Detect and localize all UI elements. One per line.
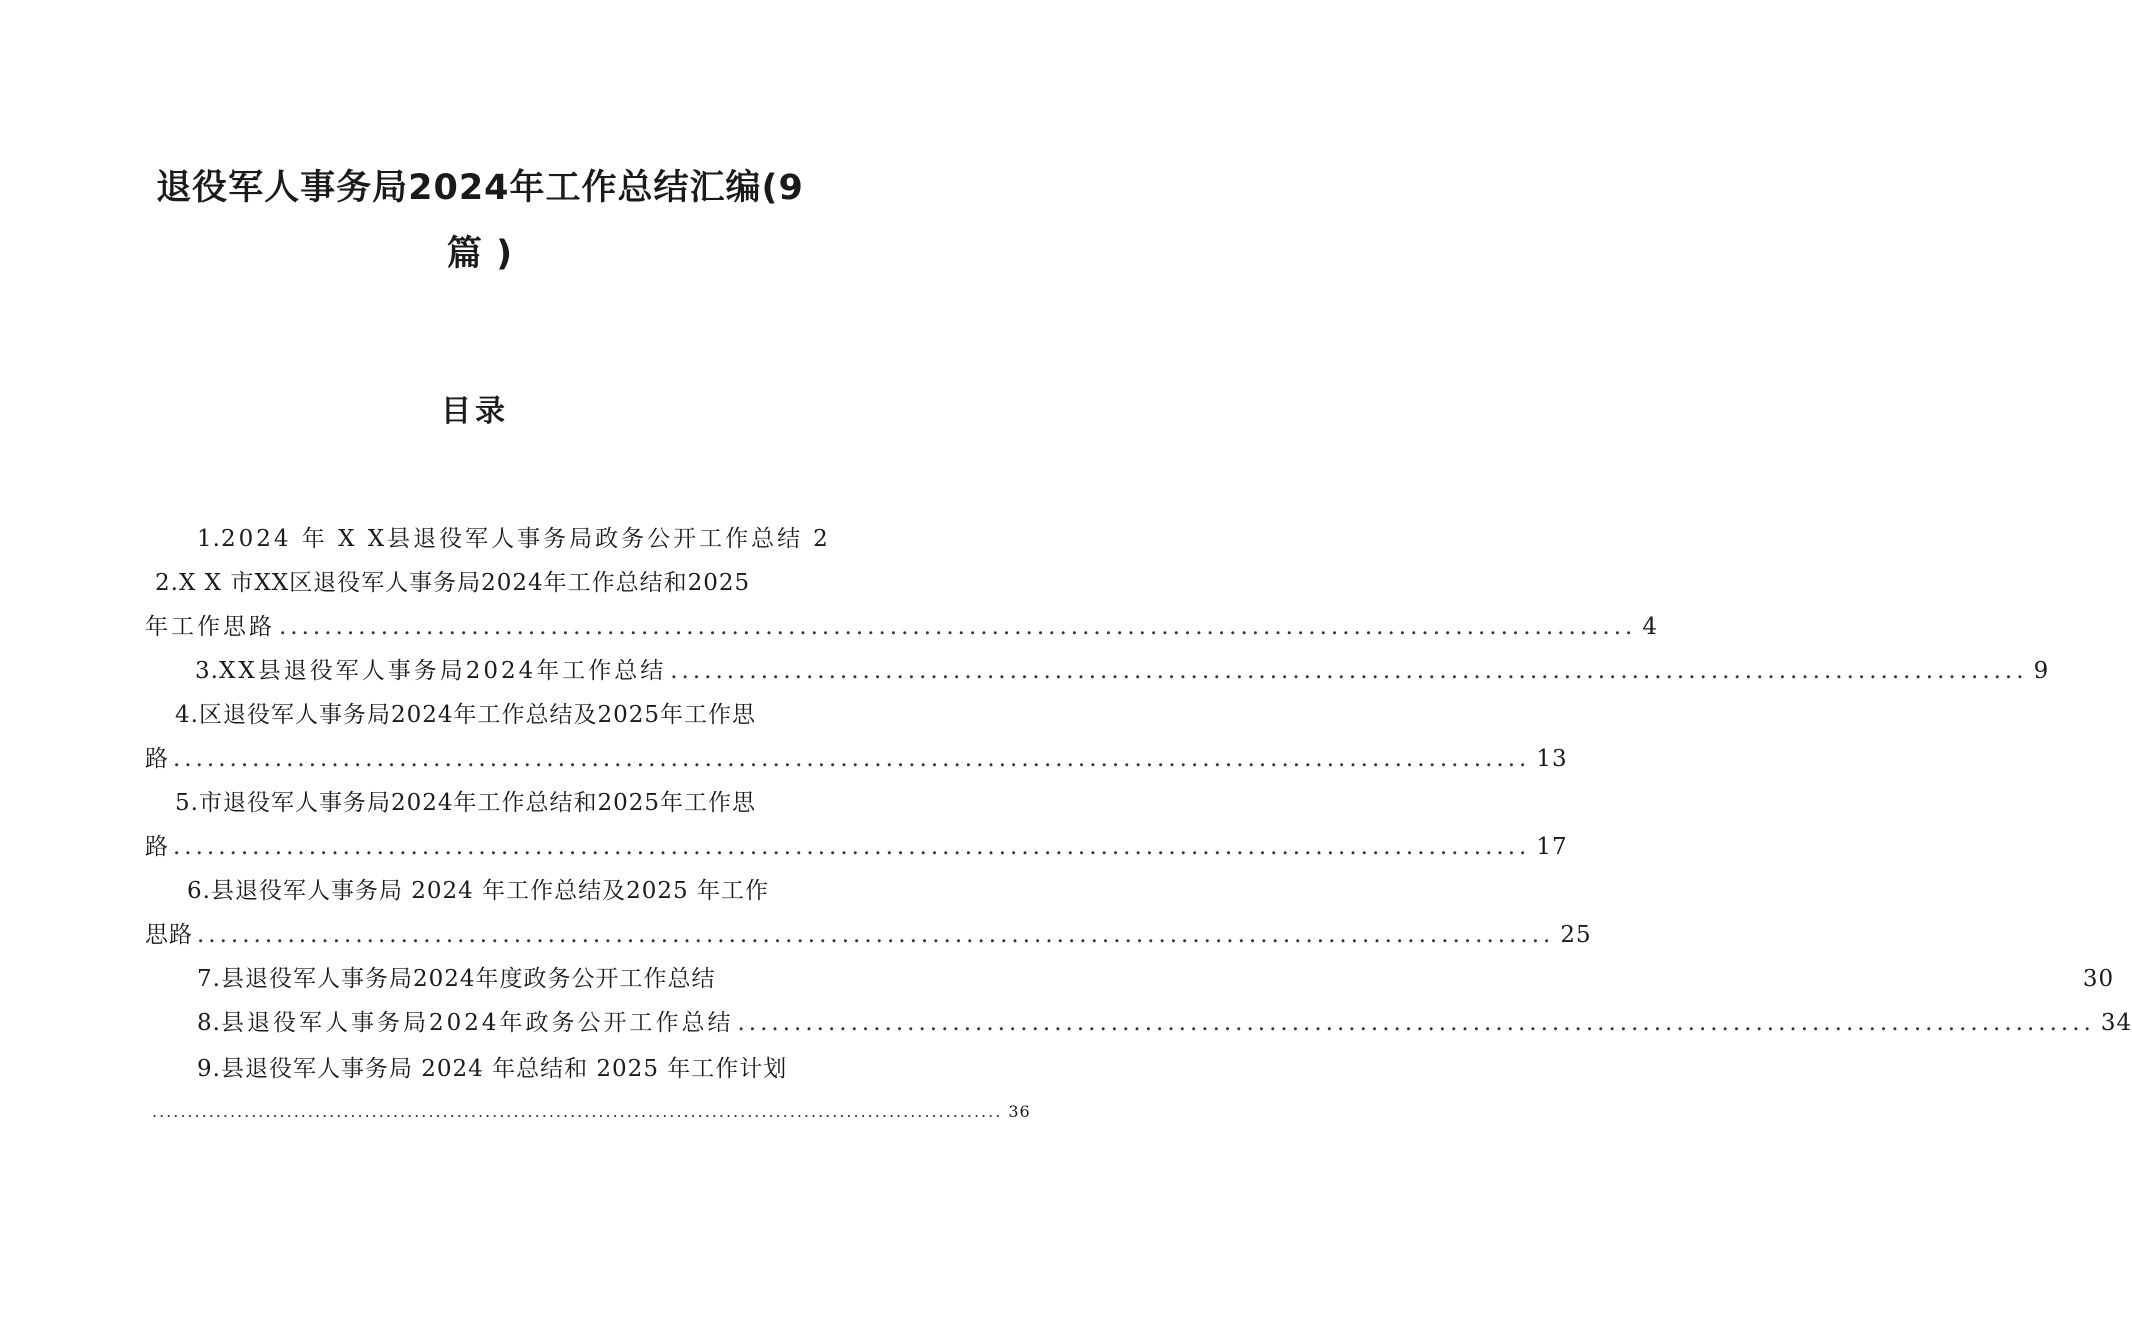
toc-entry-6[interactable] [145, 872, 807, 912]
toc-entry-page: 34 [2100, 1010, 2132, 1036]
toc-entry-page: 17 [1536, 834, 1568, 860]
toc-entry-2-continuation[interactable] [145, 608, 1658, 648]
toc-entry-title: XX县退役军人事务局2024年工作总结 [218, 658, 667, 684]
document-title-line-1: 退役军人事务局2024年工作总结汇编(9 [156, 168, 804, 208]
toc-entry-title: 县退役军人事务局 2024 年工作总结及2025 年工作 [210, 878, 769, 904]
toc-entry-1[interactable] [145, 520, 829, 560]
toc-leader-dots: ........................................................................................................................ [173, 746, 1531, 772]
toc-leader-dots: ........................................................................................................................ [152, 1102, 1003, 1121]
toc-entry-number: 2. [155, 570, 179, 596]
toc-entry-title: 县退役军人事务局2024年政务公开工作总结 [220, 1010, 734, 1036]
toc-leader-dots: ........................................................................................................................ [197, 922, 1555, 948]
toc-entry-5[interactable] [145, 784, 807, 824]
toc-entry-2[interactable] [145, 564, 807, 604]
toc-leader-dots: ........................................................................................................................ [670, 658, 2028, 684]
toc-entry-number: 8. [197, 1010, 221, 1036]
toc-entry-page: 13 [1536, 746, 1568, 772]
toc-entry-page: 25 [1560, 922, 1592, 948]
toc-entry-title: 区退役军人事务局2024年工作总结及2025年工作思 [198, 702, 757, 728]
toc-entry-title: 2024 年 X X县退役军人事务局政务公开工作总结 [220, 526, 804, 552]
toc-entry-page: 4 [1642, 614, 1658, 640]
toc-entry-title: X X 市XX区退役军人事务局2024年工作总结和2025 [178, 570, 751, 596]
toc-entry-title-continuation: 年工作思路 [145, 614, 275, 640]
toc-entry-page: 36 [1008, 1102, 1031, 1121]
toc-entry-7[interactable] [145, 960, 2115, 1000]
toc-entry-9-continuation[interactable] [152, 1102, 1031, 1142]
toc-entry-number: 6. [187, 878, 211, 904]
toc-entry-3[interactable] [145, 652, 2050, 692]
toc-entry-title: 市退役军人事务局2024年工作总结和2025年工作思 [198, 790, 757, 816]
toc-entry-number: 5. [175, 790, 199, 816]
toc-entry-page: 9 [2033, 658, 2050, 684]
toc-entry-title: 县退役军人事务局2024年度政务公开工作总结 [220, 966, 716, 992]
toc-leader-dots: ........................................................................................................................ [279, 614, 1637, 640]
toc-entry-6-continuation[interactable] [145, 916, 1592, 956]
toc-entry-page: 30 [2082, 966, 2115, 992]
toc-entry-5-continuation[interactable] [145, 828, 1568, 868]
toc-entry-number: 4. [175, 702, 199, 728]
toc-entry-title: 县退役军人事务局 2024 年总结和 2025 年工作计划 [220, 1056, 788, 1082]
toc-entry-number: 9. [197, 1056, 221, 1082]
toc-entry-title-continuation: 路 [145, 746, 169, 772]
toc-entry-number: 1. [197, 526, 221, 552]
toc-entry-title-continuation: 思路 [145, 922, 193, 948]
document-title-line-2: 篇 ) [446, 234, 514, 274]
toc-leader-dots: ........................................................................................................................ [173, 834, 1531, 860]
toc-entry-number: 3. [195, 658, 219, 684]
toc-entry-9[interactable] [145, 1050, 807, 1090]
toc-entry-4[interactable] [145, 696, 807, 736]
toc-heading: 目录 [441, 394, 509, 429]
toc-entry-8[interactable] [145, 1004, 2132, 1044]
toc-entry-4-continuation[interactable] [145, 740, 1568, 780]
toc-entry-page: 2 [813, 526, 829, 552]
toc-entry-number: 7. [197, 966, 221, 992]
toc-entry-title-continuation: 路 [145, 834, 169, 860]
toc-leader-dots: ........................................................................................................................ [737, 1010, 2095, 1036]
